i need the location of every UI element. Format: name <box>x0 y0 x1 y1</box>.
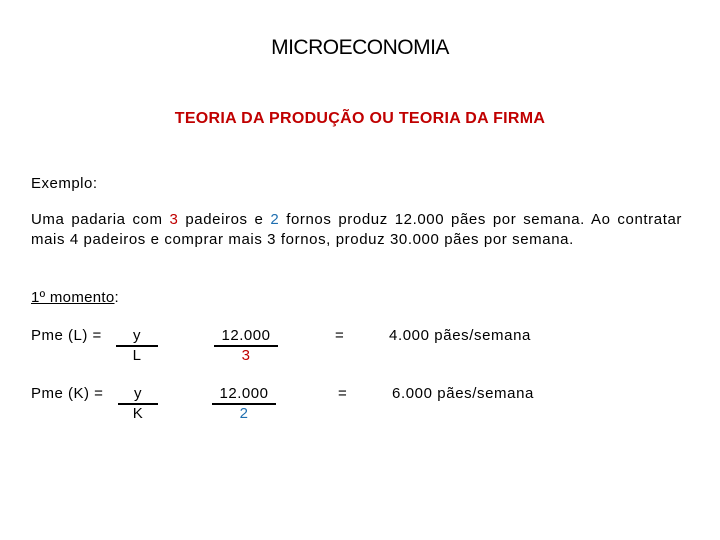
fraction-denominator: 2 <box>239 405 249 422</box>
fraction-numerator: 12.000 <box>214 327 278 347</box>
pme-capital-result: 6.000 pães/semana <box>392 385 534 402</box>
equals-sign: = <box>338 385 347 402</box>
fraction-y-over-k <box>118 385 158 423</box>
fraction-numerator: 12.000 <box>212 385 276 405</box>
pme-labor-result: 4.000 pães/semana <box>389 327 531 344</box>
fraction-numerator: y <box>118 385 158 405</box>
pme-capital-label: Pme (K) = <box>31 385 104 402</box>
fraction-denominator: K <box>132 405 144 422</box>
fraction-numerator: y <box>116 327 158 347</box>
slide-subtitle: TEORIA DA PRODUÇÃO OU TEORIA DA FIRMA <box>174 110 546 127</box>
pme-labor-label: Pme (L) = <box>31 327 102 344</box>
moment-heading <box>31 289 119 306</box>
paragraph-text-1: Uma padaria com <box>31 211 170 228</box>
fraction-denominator: 3 <box>241 347 251 364</box>
fraction-output-over-labor <box>214 327 278 365</box>
example-label: Exemplo: <box>31 175 98 192</box>
bakers-count: 3 <box>169 211 179 228</box>
equals-sign: = <box>335 327 344 344</box>
fraction-output-over-capital <box>212 385 276 423</box>
example-paragraph <box>31 210 682 250</box>
moment-colon: : <box>114 289 119 306</box>
ovens-count: 2 <box>270 211 280 228</box>
paragraph-text-2: padeiros e <box>178 211 271 228</box>
moment-label: 1º momento <box>31 289 115 306</box>
page-title: MICROECONOMIA <box>271 36 449 59</box>
fraction-y-over-l <box>116 327 158 365</box>
paragraph-text-3: fornos produz 12.000 pães por semana. Ao contratar mais 4 padeiros e comprar mais 3 fornos, produz 30.000 pães por semana. <box>31 211 683 248</box>
fraction-denominator: L <box>132 347 142 364</box>
